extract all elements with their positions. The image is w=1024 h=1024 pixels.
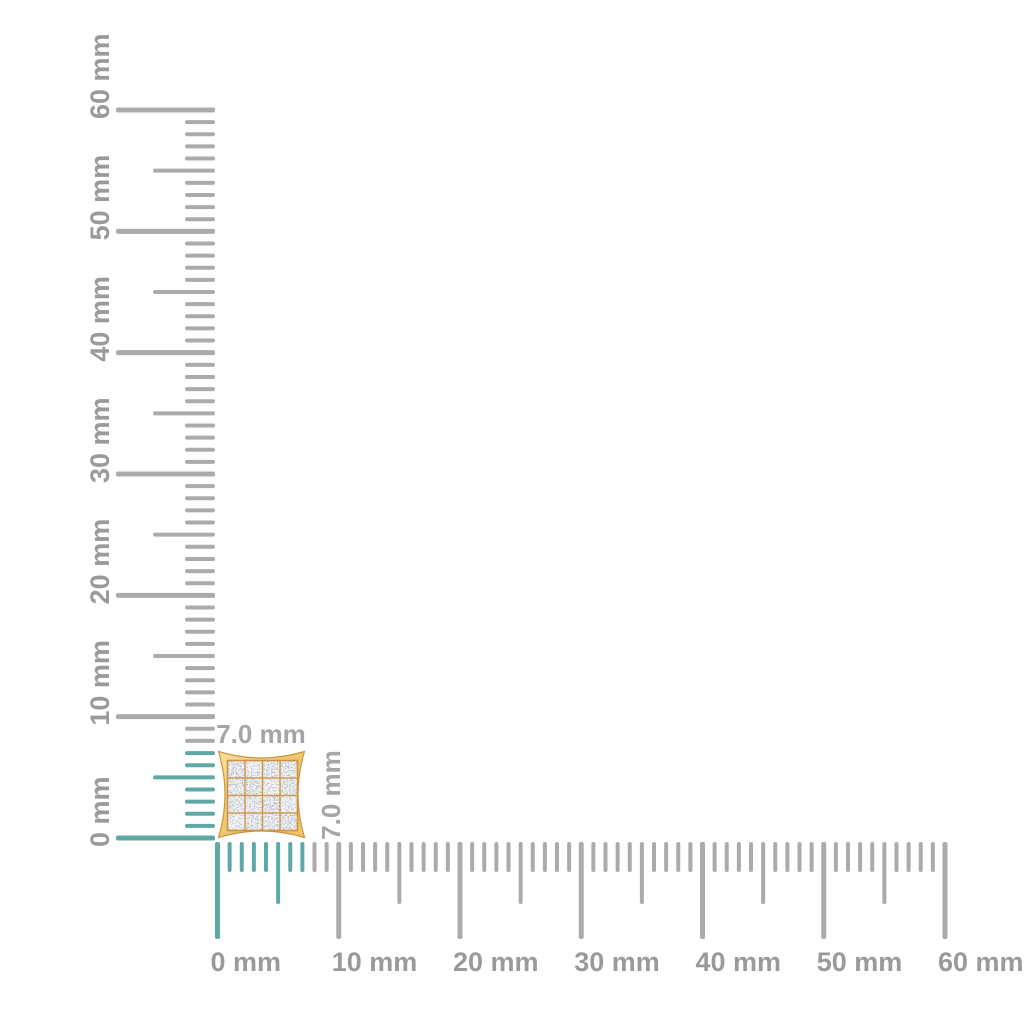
v-ruler-label-50mm: 50 mm (85, 154, 115, 241)
h-tick-23mm (494, 842, 498, 872)
grid-line-horizontal (228, 795, 298, 796)
v-tick-48mm (185, 254, 215, 258)
h-tick-13mm (373, 842, 377, 872)
v-tick-29mm (185, 484, 215, 488)
h-tick-57mm (907, 842, 911, 872)
h-tick-49mm (810, 842, 814, 872)
v-tick-18mm (185, 618, 215, 622)
h-tick-38mm (676, 842, 680, 872)
grid-line-vertical (279, 761, 280, 831)
h-tick-59mm (931, 842, 935, 872)
h-tick-9mm (325, 842, 329, 872)
h-tick-28mm (555, 842, 559, 872)
item-width-label: 7.0 mm (216, 719, 306, 749)
h-tick-6mm (288, 842, 292, 872)
h-tick-19mm (446, 842, 450, 872)
h-tick-26mm (531, 842, 535, 872)
h-tick-48mm (798, 842, 802, 872)
v-ruler-label-40mm: 40 mm (85, 276, 115, 362)
v-tick-34mm (185, 423, 215, 427)
v-tick-39mm (185, 363, 215, 367)
h-tick-34mm (628, 842, 632, 872)
h-tick-58mm (919, 842, 923, 872)
v-tick-27mm (185, 508, 215, 512)
h-tick-1mm (228, 842, 232, 872)
v-tick-46mm (185, 278, 215, 282)
v-tick-41mm (185, 339, 215, 343)
h-tick-40mm (700, 842, 705, 939)
h-tick-47mm (785, 842, 789, 872)
v-tick-0mm (116, 836, 215, 841)
v-tick-55mm (153, 169, 215, 173)
v-tick-2mm (185, 812, 215, 816)
h-tick-42mm (725, 842, 729, 872)
v-tick-11mm (185, 703, 215, 707)
h-tick-35mm (640, 842, 644, 904)
v-tick-37mm (185, 387, 215, 391)
h-tick-45mm (761, 842, 765, 904)
h-tick-3mm (252, 842, 256, 872)
h-tick-24mm (507, 842, 511, 872)
v-tick-3mm (185, 800, 215, 804)
h-tick-12mm (361, 842, 365, 872)
earring-image (219, 752, 305, 838)
v-ruler-label-30mm: 30 mm (85, 397, 115, 484)
v-ruler-label-10mm: 10 mm (85, 640, 115, 726)
vertical-ruler (116, 108, 215, 841)
h-tick-5mm (276, 842, 280, 904)
h-ruler-label-40mm: 40 mm (695, 947, 782, 977)
v-tick-10mm (116, 714, 215, 719)
item-height-label: 7.0 mm (316, 750, 346, 840)
h-tick-20mm (458, 842, 463, 939)
h-tick-33mm (616, 842, 620, 872)
v-tick-35mm (153, 411, 215, 415)
h-tick-44mm (749, 842, 753, 872)
v-tick-59mm (185, 120, 215, 124)
v-tick-33mm (185, 436, 215, 440)
v-tick-13mm (185, 678, 215, 682)
v-tick-21mm (185, 581, 215, 585)
v-tick-23mm (185, 557, 215, 561)
h-tick-53mm (858, 842, 862, 872)
v-tick-7mm (185, 751, 215, 755)
h-tick-31mm (591, 842, 595, 872)
v-tick-54mm (185, 181, 215, 185)
v-ruler-label-20mm: 20 mm (85, 518, 115, 605)
h-tick-52mm (846, 842, 850, 872)
v-tick-16mm (185, 642, 215, 646)
v-tick-38mm (185, 375, 215, 379)
h-tick-8mm (313, 842, 317, 872)
v-tick-22mm (185, 569, 215, 573)
h-ruler-label-20mm: 20 mm (453, 947, 539, 977)
v-tick-12mm (185, 690, 215, 694)
v-tick-44mm (185, 302, 215, 306)
h-tick-46mm (773, 842, 777, 872)
h-tick-50mm (821, 842, 826, 939)
h-ruler-label-10mm: 10 mm (331, 947, 418, 977)
v-tick-42mm (185, 326, 215, 330)
v-tick-58mm (185, 132, 215, 136)
h-tick-21mm (470, 842, 474, 872)
h-tick-16mm (410, 842, 414, 872)
h-tick-4mm (264, 842, 268, 872)
h-tick-18mm (434, 842, 438, 872)
h-tick-37mm (664, 842, 668, 872)
h-tick-29mm (567, 842, 571, 872)
h-tick-30mm (579, 842, 584, 939)
v-tick-9mm (185, 727, 215, 731)
v-tick-53mm (185, 193, 215, 197)
v-tick-14mm (185, 666, 215, 670)
v-tick-17mm (185, 630, 215, 634)
v-tick-49mm (185, 241, 215, 245)
horizontal-ruler-labels (211, 947, 1024, 977)
v-tick-52mm (185, 205, 215, 209)
v-tick-30mm (116, 472, 215, 477)
v-tick-45mm (153, 290, 215, 294)
vertical-ruler-labels (85, 33, 115, 847)
h-tick-36mm (652, 842, 656, 872)
h-tick-2mm (240, 842, 244, 872)
v-tick-24mm (185, 545, 215, 549)
v-tick-26mm (185, 521, 215, 525)
v-tick-5mm (153, 775, 215, 779)
h-tick-55mm (882, 842, 886, 904)
v-tick-25mm (153, 533, 215, 537)
h-tick-39mm (688, 842, 692, 872)
v-tick-47mm (185, 266, 215, 270)
h-tick-14mm (385, 842, 389, 872)
v-tick-1mm (185, 824, 215, 828)
h-tick-11mm (349, 842, 353, 872)
h-tick-32mm (604, 842, 608, 872)
h-ruler-label-30mm: 30 mm (574, 947, 660, 977)
v-tick-4mm (185, 787, 215, 791)
h-ruler-label-60mm: 60 mm (938, 947, 1024, 977)
v-tick-32mm (185, 448, 215, 452)
v-tick-15mm (153, 654, 215, 658)
v-ruler-label-60mm: 60 mm (85, 33, 115, 120)
v-tick-8mm (185, 739, 215, 743)
h-tick-22mm (482, 842, 486, 872)
h-tick-51mm (834, 842, 838, 872)
v-tick-60mm (116, 108, 215, 113)
v-tick-19mm (185, 605, 215, 609)
v-tick-36mm (185, 399, 215, 403)
grid-line-horizontal (228, 812, 298, 813)
v-ruler-label-0mm: 0 mm (85, 776, 115, 847)
h-tick-43mm (737, 842, 741, 872)
v-tick-56mm (185, 157, 215, 161)
h-tick-41mm (713, 842, 717, 872)
horizontal-ruler (215, 842, 948, 939)
h-tick-56mm (895, 842, 899, 872)
v-tick-20mm (116, 593, 215, 598)
v-tick-43mm (185, 314, 215, 318)
v-tick-50mm (116, 229, 215, 234)
h-tick-0mm (215, 842, 220, 939)
h-tick-7mm (300, 842, 304, 872)
h-tick-27mm (543, 842, 547, 872)
h-ruler-label-0mm: 0 mm (210, 947, 282, 977)
v-tick-28mm (185, 496, 215, 500)
h-tick-54mm (870, 842, 874, 872)
h-tick-17mm (422, 842, 426, 872)
v-tick-40mm (116, 350, 215, 355)
v-tick-6mm (185, 763, 215, 767)
v-tick-31mm (185, 460, 215, 464)
h-tick-60mm (943, 842, 948, 939)
h-tick-10mm (336, 842, 341, 939)
h-ruler-label-50mm: 50 mm (816, 947, 903, 977)
v-tick-51mm (185, 217, 215, 221)
h-tick-15mm (397, 842, 401, 904)
v-tick-57mm (185, 144, 215, 148)
h-tick-25mm (519, 842, 523, 904)
